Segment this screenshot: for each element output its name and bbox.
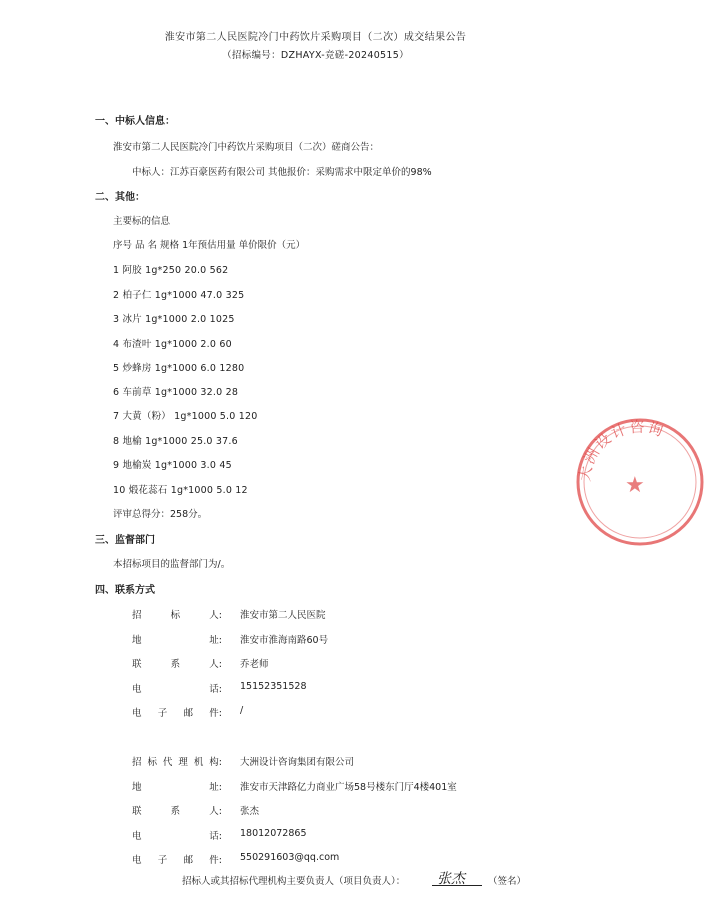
table-row: 9 地榆炭 1g*1000 3.0 45 — [113, 460, 232, 471]
tenderer-name: 淮安市第二人民医院 — [240, 610, 326, 621]
contact-label: 电 话: — [132, 831, 222, 842]
score-text: 评审总得分：258分。 — [113, 509, 208, 520]
section-4-heading: 四、联系方式 — [95, 585, 155, 596]
section-2-heading: 二、其他： — [95, 192, 145, 203]
agency-contact: 张杰 — [240, 806, 260, 817]
table-row: 3 冰片 1g*1000 2.0 1025 — [113, 314, 235, 325]
table-row: 6 车前草 1g*1000 32.0 28 — [113, 387, 239, 398]
tenderer-contact: 乔老师 — [240, 659, 269, 670]
contact-label: 招 标 人: — [132, 610, 222, 621]
table-row: 4 布渣叶 1g*1000 2.0 60 — [113, 339, 232, 350]
tender-number: （招标编号：DZHAYX-竞磋-20240515） — [222, 50, 409, 61]
tenderer-email: / — [240, 705, 244, 716]
agency-name: 大洲设计咨询集团有限公司 — [240, 757, 355, 768]
contact-label: 地 址: — [132, 635, 222, 646]
seal-text: 大洲设计咨询 — [575, 417, 668, 483]
signature-prefix: 招标人或其招标代理机构主要负责人（项目负责人）： — [182, 876, 406, 887]
table-row: 2 柏子仁 1g*1000 47.0 325 — [113, 290, 245, 301]
contact-label: 电 子 邮 件: — [132, 708, 222, 719]
document-title: 淮安市第二人民医院冷门中药饮片采购项目（二次）成交结果公告 — [164, 32, 467, 43]
svg-text:★: ★ — [625, 473, 645, 498]
signature-name: 张杰 — [437, 871, 465, 887]
table-row: 7 大黄（粉） 1g*1000 5.0 120 — [113, 411, 258, 422]
contact-label: 联 系 人: — [132, 659, 222, 670]
company-seal-stamp — [570, 412, 710, 552]
section-1-line-2: 中标人：江苏百豪医药有限公司 其他报价：采购需求中限定单价的98% — [132, 167, 432, 178]
table-row: 1 阿胶 1g*250 20.0 562 — [113, 265, 229, 276]
section-1-line-1: 淮安市第二人民医院冷门中药饮片采购项目（二次）磋商公告： — [113, 142, 380, 153]
agency-address: 淮安市天津路亿力商业广场58号楼东门厅4楼401室 — [240, 782, 457, 793]
subject-label: 主要标的信息 — [113, 216, 171, 227]
agency-email: 550291603@qq.com — [240, 852, 340, 863]
tenderer-address: 淮安市淮海南路60号 — [240, 635, 329, 646]
tenderer-phone: 15152351528 — [240, 681, 307, 692]
svg-text:大洲设计咨询 — [575, 418, 667, 483]
section-1-heading: 一、中标人信息： — [95, 116, 175, 127]
table-row: 10 煅花蕊石 1g*1000 5.0 12 — [113, 485, 248, 496]
table-row: 8 地榆 1g*1000 25.0 37.6 — [113, 436, 238, 447]
signature-line — [432, 885, 482, 886]
contact-label: 电 话: — [132, 684, 222, 695]
contact-label: 联 系 人: — [132, 806, 222, 817]
table-header: 序号 品 名 规格 1年预估用量 单价限价（元） — [113, 240, 306, 251]
supervision-text: 本招标项目的监督部门为/。 — [113, 559, 231, 570]
signature-suffix: （签名） — [488, 876, 527, 887]
contact-label: 电 子 邮 件: — [132, 855, 222, 866]
contact-label: 招 标 代 理 机 构: — [132, 757, 222, 768]
agency-phone: 18012072865 — [240, 828, 307, 839]
contact-label: 地 址: — [132, 782, 222, 793]
table-row: 5 炒蜂房 1g*1000 6.0 1280 — [113, 363, 245, 374]
section-3-heading: 三、监督部门 — [95, 535, 155, 546]
